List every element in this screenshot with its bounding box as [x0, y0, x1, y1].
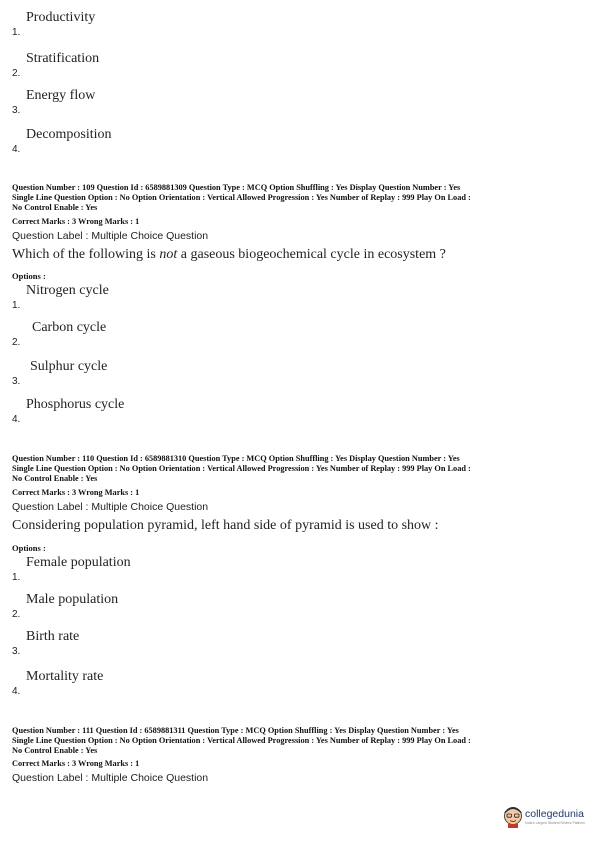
meta-line: No Control Enable : Yes: [12, 203, 98, 212]
question-110-marks: Correct Marks : 3 Wrong Marks : 1: [12, 488, 140, 497]
meta-line: Question Number : 110 Question Id : 6589881310 Question Type : MCQ Option Shuffling : Yes Display Question Number : Yes: [12, 454, 460, 463]
meta-line: Single Line Question Option : No Option Orientation : Vertical Allowed Progression : Yes Number of Replay : 999 Play On Load :: [12, 736, 471, 745]
option-text: Stratification: [26, 51, 100, 66]
option-text: Mortality rate: [26, 669, 104, 684]
option-number: 4.: [12, 414, 21, 425]
option-number: 2.: [12, 68, 21, 79]
question-110-options-label: Options :: [12, 543, 46, 553]
question-109-text: [12, 247, 446, 263]
option-text: Energy flow: [26, 88, 96, 103]
option-number: 2.: [12, 337, 21, 348]
option-text: Male population: [26, 592, 119, 607]
option-number: 3.: [12, 646, 21, 657]
meta-line: Single Line Question Option : No Option Orientation : Vertical Allowed Progression : Yes Number of Replay : 999 Play On Load :: [12, 464, 471, 473]
question-111-marks: Correct Marks : 3 Wrong Marks : 1: [12, 759, 140, 768]
option-number: 4.: [12, 686, 21, 697]
question-109-meta: [12, 183, 582, 213]
question-109-marks: Correct Marks : 3 Wrong Marks : 1: [12, 217, 140, 226]
option-text: Female population: [26, 555, 131, 570]
meta-line: Question Number : 111 Question Id : 6589881311 Question Type : MCQ Option Shuffling : Yes Display Question Number : Yes: [12, 726, 459, 735]
question-109-label: Question Label : Multiple Choice Question: [12, 230, 209, 242]
collegedunia-logo: [503, 804, 591, 832]
option-number: 1.: [12, 300, 21, 311]
option-text: Decomposition: [26, 127, 112, 142]
option-number: 1.: [12, 27, 21, 38]
option-number: 2.: [12, 609, 21, 620]
question-110-label: Question Label : Multiple Choice Question: [12, 501, 209, 513]
question-109-options-label: Options :: [12, 271, 46, 281]
logo-tagline: India's Largest Student Review Platform: [525, 821, 586, 825]
meta-line: Single Line Question Option : No Option Orientation : Vertical Allowed Progression : Yes Number of Replay : 999 Play On Load :: [12, 193, 471, 202]
question-111-meta: [12, 726, 582, 756]
option-text: Productivity: [26, 10, 96, 25]
logo-name: collegedunia: [525, 808, 584, 820]
question-111-label: Question Label : Multiple Choice Question: [12, 772, 209, 784]
option-number: 3.: [12, 376, 21, 387]
student-mascot-icon: [503, 806, 523, 828]
option-text: Sulphur cycle: [30, 359, 108, 374]
meta-line: Question Number : 109 Question Id : 6589881309 Question Type : MCQ Option Shuffling : Yes Display Question Number : Yes: [12, 183, 461, 192]
question-text-emphasis: not: [159, 247, 178, 262]
question-110-text: Considering population pyramid, left hand side of pyramid is used to show :: [12, 518, 439, 533]
option-text: Phosphorus cycle: [26, 397, 125, 412]
option-number: 4.: [12, 144, 21, 155]
question-110-meta: [12, 454, 582, 484]
question-text-part: Which of the following is: [12, 247, 160, 262]
option-number: 1.: [12, 572, 21, 583]
option-text: Carbon cycle: [32, 320, 107, 335]
meta-line: No Control Enable : Yes: [12, 474, 98, 483]
question-text-part: a gaseous biogeochemical cycle in ecosystem ?: [177, 247, 446, 262]
option-number: 3.: [12, 105, 21, 116]
option-text: Birth rate: [26, 629, 80, 644]
meta-line: No Control Enable : Yes: [12, 746, 98, 755]
option-text: Nitrogen cycle: [26, 283, 109, 298]
